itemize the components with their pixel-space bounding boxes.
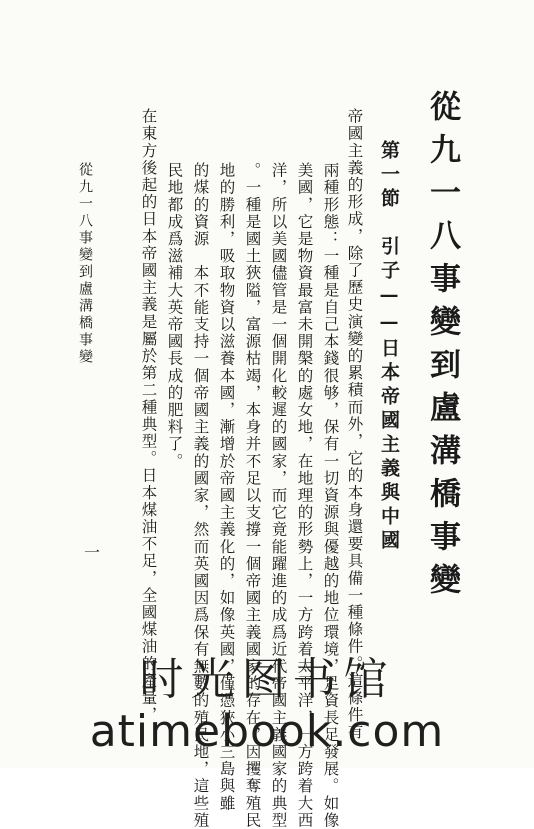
body-column: 美國，它是物資最富未開槃的處女地，在地理的形勢上，一方跨着太平洋，一方跨着大西 xyxy=(295,162,314,829)
body-column: 帝國主義的形成，除了歷史演變的累積而外，它的本身還要具備一種條件。這條件有 xyxy=(345,108,364,741)
body-column: 兩種形態：一種是自己本錢很够，保有一切資源與優越的地位環境，足資長足發展。如像 xyxy=(321,162,340,829)
body-column: 地的勝利，吸取物資以滋養本國，漸增於帝國主義化的，如像英國，僅憑狹小三島與雖 xyxy=(217,162,236,812)
chapter-title: 從九一八事變到盧溝橋事變 xyxy=(424,90,460,606)
watermark-url: atimebook.com xyxy=(89,706,445,757)
body-column: 。一種是國土狹隘，富源枯竭，本身并不足以支撐一個帝國主義國家的存在，因攫奪殖民 xyxy=(243,162,262,829)
section-heading: 第一節 引子——日本帝國主義與中國 xyxy=(378,140,400,554)
running-head: 從九一八事變到盧溝橋事變 xyxy=(77,162,93,366)
body-column: 在東方後起的日本帝國主義是屬於第二種典型。日本煤油不足，全國煤油的產量， xyxy=(139,108,158,724)
page-number: 一 xyxy=(84,543,101,562)
body-column: 民地都成爲滋補大英帝國長成的肥料了。 xyxy=(165,162,184,470)
body-column: 的煤的資源 本不能支持一個帝國主義的國家，然而英國因爲保有無數的殖民地，這些殖 xyxy=(191,162,210,829)
watermark-chinese: 时光图书馆 xyxy=(139,654,395,705)
body-column: 洋，所以美國儘管是一個開化較遲的國家，而它竟能躍進的成爲近代帝國主義國家的典型 xyxy=(269,162,288,829)
